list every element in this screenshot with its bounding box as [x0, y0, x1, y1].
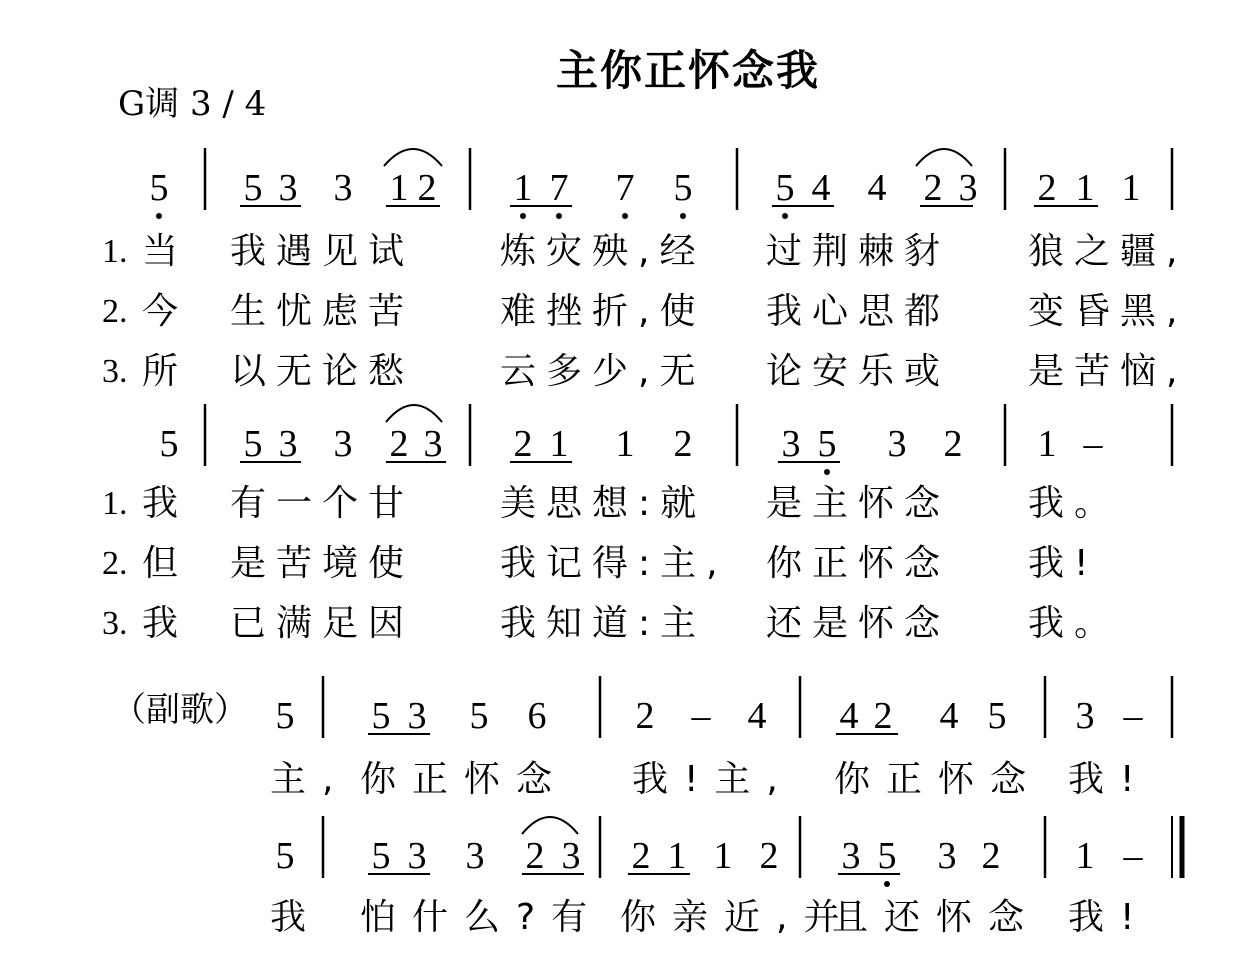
note: 2 [943, 423, 963, 465]
note: 2 [673, 423, 693, 465]
note: 4 [747, 695, 767, 737]
note: 2 [389, 423, 409, 465]
tie-slur [386, 405, 442, 422]
chorus-lyric: 怕什么?有 [360, 897, 604, 938]
pickup-note: 5 [149, 167, 169, 209]
note: 3 [333, 167, 353, 209]
verse-number: 3. [102, 353, 128, 390]
verse-number: 3. [102, 605, 128, 642]
lyric-bar: 狼之疆, [1028, 231, 1188, 272]
song-title: 主你正怀念我 [556, 46, 821, 95]
low-octave-dot [556, 213, 562, 219]
lyric-pickup: 我 [142, 483, 179, 524]
lyric-pickup: 我 [142, 603, 179, 644]
note: 7 [549, 167, 569, 209]
lyric-bar: 是苦境使 [230, 543, 415, 584]
lyric-bar: 过荆棘豺 [766, 231, 951, 272]
verse-number: 1. [102, 233, 128, 270]
lyric-bar: 有一个甘 [230, 483, 415, 524]
chorus-label: （副歌） [112, 690, 248, 730]
verse-number: 2. [102, 293, 128, 330]
note: 7 [615, 167, 635, 209]
note: 1 [513, 167, 533, 209]
note: 5 [371, 695, 391, 737]
note: 3 [278, 167, 298, 209]
lyric-bar: 我! [1028, 543, 1099, 584]
note: 2 [513, 423, 533, 465]
note: 2 [981, 835, 1001, 877]
note: 1 [713, 835, 733, 877]
note: 2 [635, 695, 655, 737]
chorus-lyric: 你正怀念 [360, 759, 569, 800]
lyric-pickup: 当 [142, 231, 179, 272]
lyric-bar: 我心思都 [766, 291, 951, 332]
note: 1 [1075, 835, 1095, 877]
lyric-bar: 变昏黑, [1028, 291, 1188, 332]
tie-slur [384, 149, 442, 166]
note: 3 [887, 423, 907, 465]
lyric-bar: 我。 [1028, 483, 1121, 524]
note: 4 [939, 695, 959, 737]
note: 5 [775, 167, 795, 209]
lyric-bar: 我遇见试 [230, 231, 415, 272]
note: 1 [1075, 167, 1095, 209]
tie-slur [522, 817, 578, 834]
chorus-lyric: 且还怀念 [832, 897, 1041, 938]
pickup-note: 5 [275, 695, 295, 737]
note: 3 [278, 423, 298, 465]
note: 2 [873, 695, 893, 737]
note: 3 [465, 835, 485, 877]
lyric-bar: 美思想:就 [500, 483, 707, 524]
note: 5 [673, 167, 693, 209]
note: 2 [923, 167, 943, 209]
low-octave-dot [622, 213, 628, 219]
lyric-bar: 以无论愁 [230, 351, 415, 392]
note: 1 [1121, 167, 1141, 209]
lyric-bar: 我知道:主 [500, 603, 707, 644]
note: 1 [549, 423, 569, 465]
lyric-bar: 炼灾殃,经 [500, 231, 706, 272]
lyric-pickup: 今 [142, 291, 179, 332]
chorus-lyric: 你正怀念 [834, 759, 1043, 800]
note: – [1123, 695, 1143, 737]
note: 5 [987, 695, 1007, 737]
note: 3 [781, 423, 801, 465]
key-signature: G调 3 / 4 [118, 84, 267, 124]
lyric-pickup: 但 [142, 543, 179, 584]
chorus-lyric: 我! [1068, 759, 1151, 800]
note: – [1123, 835, 1143, 877]
low-octave-dot [520, 213, 526, 219]
note: 2 [1037, 167, 1057, 209]
low-octave-dot [156, 213, 162, 219]
note: – [1083, 423, 1103, 465]
note: 4 [811, 167, 831, 209]
lyric-bar: 还是怀念 [766, 603, 951, 644]
note: 2 [759, 835, 779, 877]
note: 4 [839, 695, 859, 737]
chorus-lyric: 我!主, [632, 759, 794, 800]
note: 3 [407, 835, 427, 877]
note: 5 [371, 835, 391, 877]
note: 1 [1037, 423, 1057, 465]
lyric-bar: 你正怀念 [766, 543, 951, 584]
note: 5 [469, 695, 489, 737]
note: 3 [958, 167, 978, 209]
low-octave-dot [884, 881, 890, 887]
note: 1 [389, 167, 409, 209]
low-octave-dot [824, 469, 830, 475]
chorus-lyric: 我! [1068, 897, 1151, 938]
lyric-pickup: 所 [142, 351, 179, 392]
chorus-lyric: 你亲近,并 [620, 897, 856, 938]
note: 3 [407, 695, 427, 737]
lyric-bar: 已满足因 [230, 603, 415, 644]
note: 3 [937, 835, 957, 877]
note: 3 [841, 835, 861, 877]
lyric-bar: 生忧虑苦 [230, 291, 415, 332]
note: 3 [333, 423, 353, 465]
chorus-lyric: 主, [270, 759, 350, 800]
low-octave-dot [680, 213, 686, 219]
note: 5 [817, 423, 837, 465]
lyric-bar: 论安乐或 [766, 351, 951, 392]
note: 4 [867, 167, 887, 209]
chorus-lyric: 我 [270, 897, 323, 938]
lyric-bar: 云多少,无 [500, 351, 706, 392]
lyric-bar: 是主怀念 [766, 483, 951, 524]
note: 1 [615, 423, 635, 465]
verse-number: 2. [102, 545, 128, 582]
note: – [691, 695, 711, 737]
note: 2 [525, 835, 545, 877]
note: 3 [561, 835, 581, 877]
pickup-note: 5 [159, 423, 179, 465]
note: 5 [877, 835, 897, 877]
note: 5 [243, 167, 263, 209]
tie-slur [916, 149, 972, 166]
lyric-bar: 是苦恼, [1028, 351, 1188, 392]
note: 5 [243, 423, 263, 465]
lyric-bar: 我。 [1028, 603, 1121, 644]
pickup-note: 5 [275, 835, 295, 877]
note: 2 [417, 167, 437, 209]
note: 3 [423, 423, 443, 465]
lyric-bar: 我记得:主, [500, 543, 728, 584]
verse-number: 1. [102, 485, 128, 522]
note: 3 [1075, 695, 1095, 737]
note: 2 [631, 835, 651, 877]
low-octave-dot [782, 213, 788, 219]
note: 1 [667, 835, 687, 877]
note: 6 [527, 695, 547, 737]
lyric-bar: 难挫折,使 [500, 291, 706, 332]
